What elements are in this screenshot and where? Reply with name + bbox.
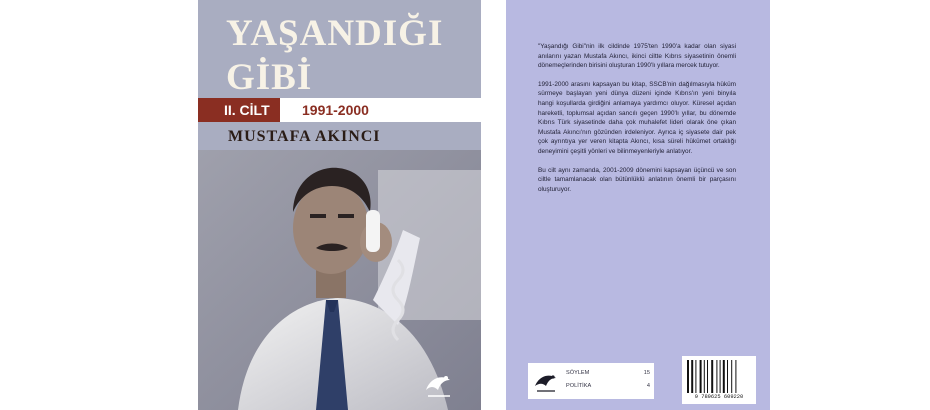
series-row (566, 367, 650, 380)
barcode-bar (695, 360, 696, 393)
barcode-lines (686, 360, 752, 393)
barcode-bar (716, 360, 717, 393)
volume-label: II. CİLT (198, 98, 280, 122)
series-name: POLİTİKA (566, 383, 592, 389)
barcode-bar (704, 360, 705, 393)
barcode-bar (731, 360, 732, 393)
isbn-number: 9 789625 609220 (694, 394, 744, 400)
front-cover (198, 0, 481, 410)
book-title: YAŞANDIĞI GİBİ (226, 13, 444, 98)
back-cover-blurb (538, 42, 736, 203)
volume-years: 1991-2000 (302, 102, 369, 118)
series-number: 15 (643, 370, 650, 376)
volume-band (198, 98, 481, 122)
blurb-paragraph: Bu cilt aynı zamanda, 2001-2009 dönemini kapsayan üçüncü ve son ciltle tamamlanacak olan bütünlüklü anlatının önemli bir parçasını oluşturuyor. (538, 166, 736, 193)
publisher-bird-logo (531, 366, 561, 396)
barcode-bar (707, 360, 708, 393)
barcode-bar (691, 360, 693, 393)
barcode-bar (700, 360, 702, 393)
blurb-paragraph: 1991-2000 arasını kapsayan bu kitap, SSCB'nin dağılmasıyla hüküm sürmeye başlayan yeni dünya düzeni içinde Kıbrıs'ın yeni binyıla hangi koşullarda girdiğini anlamaya yardımcı oluyor. Küresel açıdan hareketli, toplumsal açıdan sancılı geçen 1990'lı yıllar, bu dönemde Kıbrıs Türk siyasetinde daha çok muhalefet lideri olarak öne çıkan Mustafa Akıncı'nın gözünden irdeleniyor. Ayrıca iç siyasete dair pek çok ayrıntıya yer veren kitapta Akıncı, kısa süreli hükümet ortaklığı deneyimini çeşitli yönleri ve bilinmeyenleriyle anlatıyor. (538, 80, 736, 155)
barcode-bar (720, 360, 721, 393)
barcode-bar (723, 360, 725, 393)
barcode-bar (687, 360, 689, 393)
author-name: MUSTAFA AKINCI (228, 128, 381, 145)
series-number: 4 (646, 383, 650, 389)
blurb-paragraph: "Yaşandığı Gibi"nin ilk cildinde 1975'ten 1990'a kadar olan siyasi anılarını yazan Mustafa Akıncı, ikinci ciltte Kıbrıs siyasetinin önemli dönemeçlerinden birisini oluşturan 1990'lı yıllara mercek tutuyor. (538, 43, 736, 70)
series-name: SÖYLEM (566, 370, 590, 376)
barcode-bar (727, 360, 728, 393)
series-info-panel (528, 363, 654, 399)
isbn-barcode (682, 356, 756, 404)
publisher-bird-logo (420, 364, 456, 404)
series-row (566, 380, 650, 393)
barcode-bar (735, 360, 736, 393)
barcode-bar (711, 360, 713, 393)
series-list (566, 367, 650, 393)
back-cover (506, 0, 770, 410)
